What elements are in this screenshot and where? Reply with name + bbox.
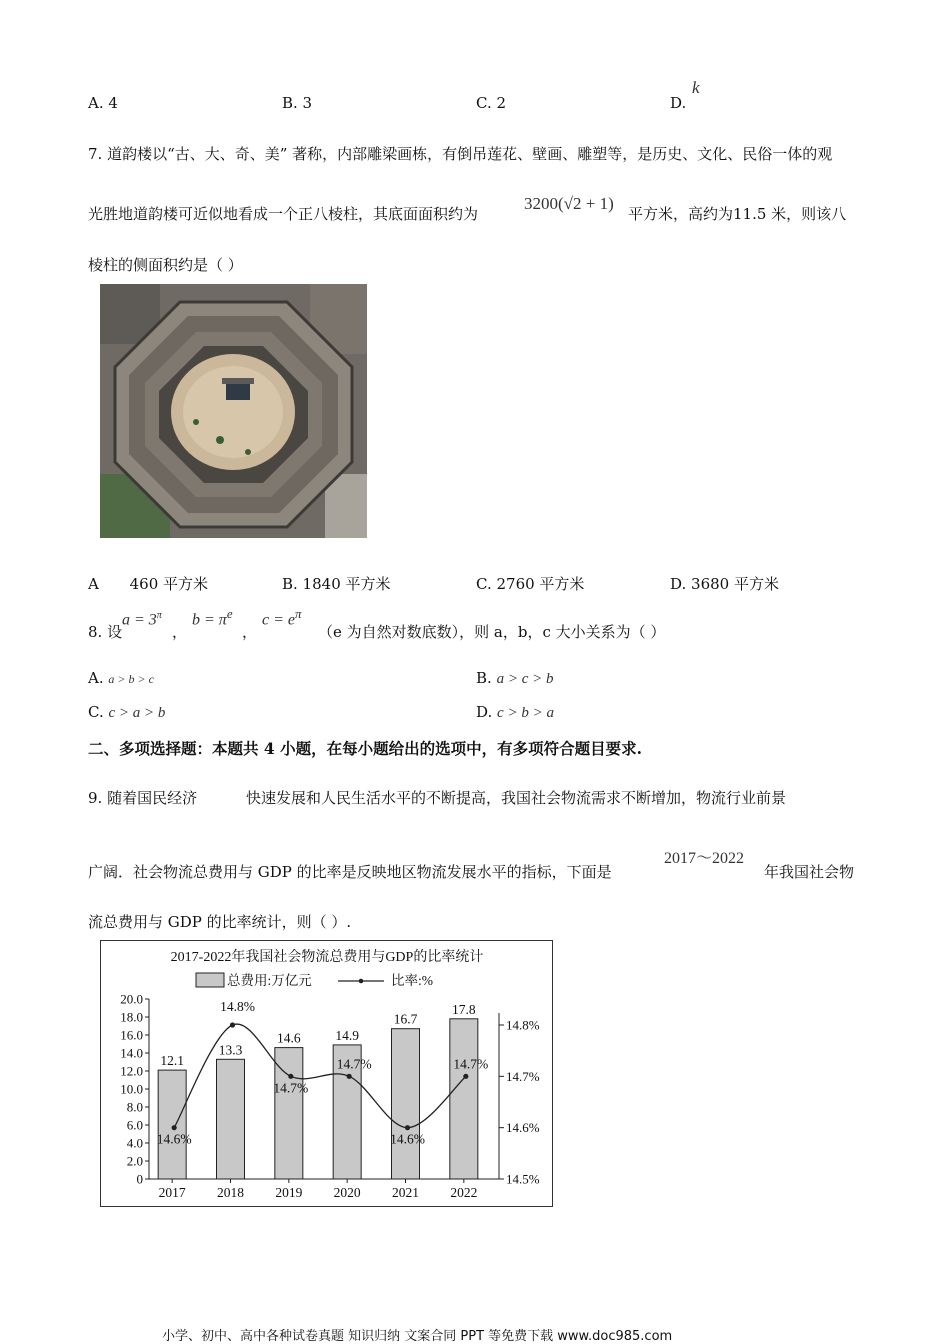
legend-line-marker (359, 979, 364, 984)
x-tick-label-2021: 2021 (392, 1185, 419, 1200)
ratio-label-2022: 14.7% (453, 1056, 489, 1072)
right-axis-tick-label: 14.8% (506, 1017, 540, 1033)
left-axis-tick-label: 8.0 (126, 1099, 143, 1115)
q7-option-b: B. 1840 平方米 (282, 575, 391, 593)
q7-option-a-value: 460 平方米 (129, 575, 209, 593)
bar-2021 (392, 1029, 420, 1179)
left-axis-tick-label: 6.0 (126, 1117, 143, 1133)
q7-option-a-label: A (88, 575, 99, 593)
bar-label-2018: 13.3 (218, 1042, 243, 1058)
q8-a-exponent: π (156, 610, 162, 621)
q7-line2-pre: 光胜地道韵楼可近似地看成一个正八棱柱，其底面面积约为 (88, 205, 479, 223)
q8-c-definition (262, 606, 302, 629)
q8-comma-2: ， (242, 623, 258, 641)
q7-option-d: D. 3680 平方米 (670, 575, 779, 593)
ratio-label-2020: 14.7% (336, 1056, 372, 1072)
q8-option-a (88, 669, 154, 687)
ratio-label-2018: 14.8% (220, 999, 255, 1014)
left-axis-tick-label: 12.0 (120, 1063, 143, 1079)
ratio-point-2022 (463, 1074, 468, 1079)
left-axis-tick-label: 0 (136, 1171, 143, 1187)
q8-c-exponent: π (295, 606, 302, 621)
q6-option-a: A. 4 (88, 94, 118, 112)
q6-option-d (670, 94, 686, 112)
bar-label-2022: 17.8 (452, 1001, 476, 1017)
x-tick-label-2018: 2018 (217, 1185, 244, 1200)
q8-a-base: a = 3 (122, 611, 157, 629)
right-axis-tick-label: 14.5% (506, 1171, 540, 1187)
footer-text: 小学、初中、高中各种试卷真题 知识归纳 文案合同 PPT 等免费下载 www.doc985.com (162, 1329, 673, 1344)
q7-area-expression: 3200(√2 + 1) (524, 194, 614, 213)
q9-line2-pre: 广阔．社会物流总费用与 GDP 的比率是反映地区物流发展水平的指标，下面是 (88, 863, 612, 881)
left-axis-tick-label: 20.0 (120, 991, 143, 1007)
q7-line2-post: 平方米，高约为11.5 米，则该八 (628, 205, 847, 223)
left-axis-tick-label: 16.0 (120, 1027, 143, 1043)
q8-a-definition (122, 610, 162, 629)
q8-option-b-label: B. (476, 669, 492, 687)
q9-year-range: 2017～2022 (664, 850, 745, 867)
q6-option-c: C. 2 (476, 94, 507, 112)
left-axis-tick-label: 2.0 (126, 1153, 143, 1169)
bar-label-2020: 14.9 (335, 1027, 359, 1043)
q9-line3: 流总费用与 GDP 的比率统计，则（ ）. (88, 913, 352, 931)
q9-line1-a: 9. 随着国民经济 (88, 789, 198, 807)
q7-line2 (88, 203, 478, 224)
right-axis-tick-label: 14.7% (506, 1068, 540, 1084)
left-axis-tick-label: 4.0 (126, 1135, 143, 1151)
x-tick-label-2017: 2017 (158, 1185, 186, 1200)
q6-option-b: B. 3 (282, 94, 313, 112)
q8-option-d-label: D. (476, 703, 493, 721)
q8-b-exponent: e (226, 606, 233, 621)
q6-option-d-label: D. (670, 94, 687, 112)
octagonal-building-photo (100, 284, 367, 538)
legend-bar-swatch (196, 973, 224, 987)
left-axis-tick-label: 18.0 (120, 1009, 143, 1025)
q8-option-c-math: c > a > b (108, 705, 166, 721)
x-tick-label-2019: 2019 (275, 1185, 303, 1200)
q8-comma-1: ， (172, 623, 188, 641)
q8-suffix: （e 为自然对数底数），则 a，b，c 大小关系为（ ） (318, 623, 666, 641)
q7-option-a (88, 573, 208, 594)
ratio-label-2021: 14.6% (390, 1131, 425, 1147)
q8-option-b-math: a > c > b (496, 671, 554, 687)
q8-option-d (476, 703, 554, 722)
bar-label-2019: 14.6 (277, 1030, 301, 1046)
q7-line1: 7. 道韵楼以“古、大、奇、美” 著称，内部雕梁画栋，有倒吊莲花、壁画、雕塑等，是历史、文化、民俗一体的观 (88, 145, 833, 163)
chart-title: 2017-2022年我国社会物流总费用与GDP的比率统计 (170, 950, 484, 965)
octagonal-building-illustration (100, 284, 367, 538)
ratio-label-2019: 14.7% (273, 1080, 309, 1096)
ratio-point-2019 (288, 1074, 293, 1079)
q6-option-d-math: k (692, 78, 700, 97)
bar-label-2021: 16.7 (393, 1011, 418, 1027)
q8-b-definition (192, 606, 233, 629)
ratio-label-2017: 14.6% (156, 1131, 192, 1147)
legend-line-label: 比率:% (391, 973, 433, 988)
ratio-point-2017 (172, 1125, 177, 1130)
ratio-point-2018 (230, 1022, 235, 1027)
section-2-heading: 二、多项选择题：本题共 4 小题，在每小题给出的选项中，有多项符合题目要求. (88, 739, 642, 758)
bar-2018 (217, 1059, 245, 1179)
legend-bar-label: 总费用:万亿元 (227, 973, 312, 988)
q8-option-a-label: A. (88, 669, 104, 687)
right-axis-tick-label: 14.6% (506, 1120, 540, 1136)
bar-2017 (158, 1070, 186, 1179)
q9-line2-post: 年我国社会物 (764, 863, 855, 881)
ratio-point-2020 (347, 1074, 352, 1079)
q7-line3: 棱柱的侧面积约是（ ） (88, 256, 243, 274)
bar-label-2017: 12.1 (160, 1053, 184, 1069)
combo-chart (101, 941, 552, 1206)
chart-frame (100, 940, 553, 1207)
q8-option-d-math: c > b > a (497, 705, 554, 721)
left-axis-tick-label: 10.0 (120, 1081, 143, 1097)
q8-option-c (88, 703, 165, 722)
q9-line1-b: 快速发展和人民生活水平的不断提高，我国社会物流需求不断增加，物流行业前景 (246, 789, 787, 807)
q7-option-c: C. 2760 平方米 (476, 575, 585, 593)
q8-prefix: 8. 设 (88, 623, 123, 641)
q8-option-a-math: a > b > c (108, 672, 154, 686)
left-axis-tick-label: 14.0 (120, 1045, 143, 1061)
q8-option-b (476, 669, 553, 688)
ratio-point-2021 (405, 1125, 410, 1130)
x-tick-label-2020: 2020 (333, 1185, 361, 1200)
q8-b-base: b = π (192, 611, 227, 629)
x-tick-label-2022: 2022 (450, 1185, 478, 1200)
q8-option-c-label: C. (88, 703, 104, 721)
q8-c-base: c = e (262, 611, 295, 629)
bar-2022 (450, 1019, 478, 1179)
